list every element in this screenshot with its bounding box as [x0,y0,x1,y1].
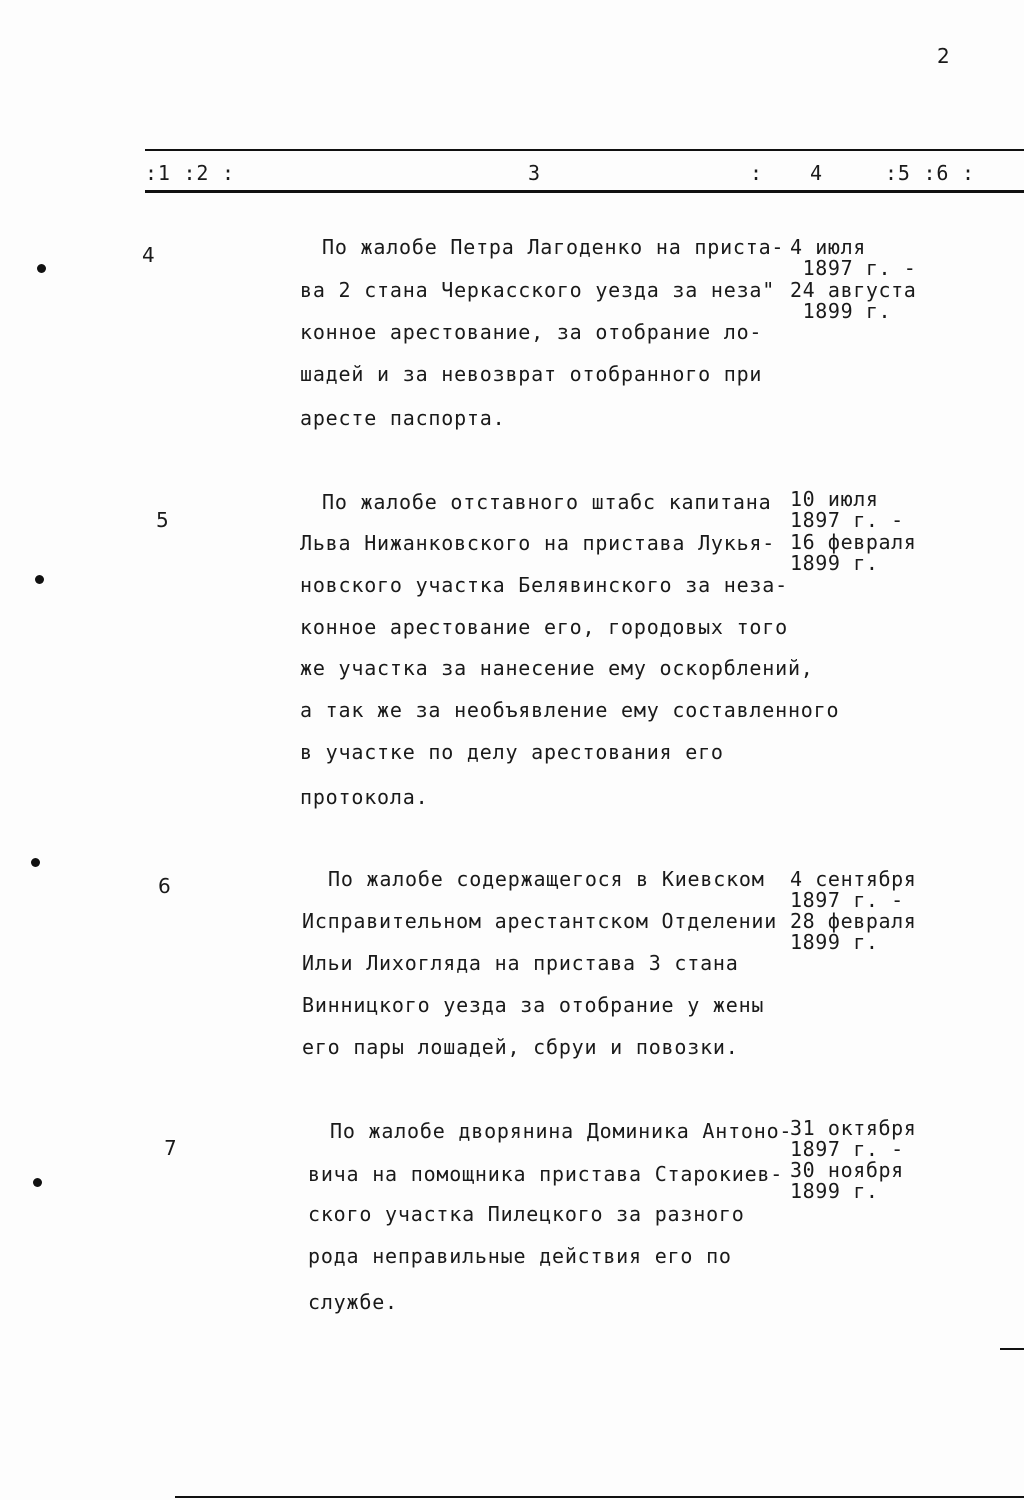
entry-text-line: Льва Нижанковского на пристава Лукья- [300,531,776,555]
page-number: 2 [937,44,950,68]
entry-date-line: 1899 г. [790,551,879,575]
header-column-label: 3 [528,161,541,185]
entry-date-line: 16 февраля [790,530,917,554]
entry-date-line: 31 октября [790,1116,917,1140]
entry-date-line: 1899 г. [790,299,892,323]
entry-date-line: 1899 г. [790,1179,879,1203]
punch-hole-mark [31,858,40,867]
entry-text-line: же участка за нанесение ему оскорблений, [300,656,814,680]
entry-text-line: Ильи Лихогляда на пристава 3 стана [302,951,739,975]
entry-text-line: аресте паспорта. [300,406,506,430]
header-column-label: : [750,161,763,185]
entry-text-line: новского участка Белявинского за неза- [300,573,788,597]
entry-text-line: По жалобе Петра Лагоденко на приста- [322,235,785,259]
entry-date-line: 1897 г. - [790,508,904,532]
entry-text-line: шадей и за невозврат отобранного при [300,362,763,386]
entry-date-line: 1897 г. - [790,1137,904,1161]
entry-text-line: протокола. [300,785,429,809]
entry-text-line: его пары лошадей, сбруи и повозки. [302,1035,739,1059]
entry-text-line: конное арестование его, городовых того [300,615,788,639]
entry-date-line: 1897 г. - [790,256,917,280]
header-column-label: :5 :6 : [885,161,975,185]
header-column-label: 4 [810,161,823,185]
punch-hole-mark [35,575,44,584]
entry-text-line: ского участка Пилецкого за разного [308,1202,745,1226]
entry-text-line: Винницкого уезда за отобрание у жены [302,993,765,1017]
entry-text-line: рода неправильные действия его по [308,1244,732,1268]
entry-text-line: конное арестование, за отобрание ло- [300,320,763,344]
punch-hole-mark [33,1178,42,1187]
entry-date-line: 4 июля [790,235,866,259]
entry-text-line: в участке по делу арестования его [300,740,724,764]
entry-text-line: вича на помощника пристава Старокиев- [308,1162,784,1186]
header-column-label: :1 :2 : [145,161,235,185]
entry-number: 7 [164,1136,177,1160]
entry-text-line: а так же за необъявление ему составленного [300,698,840,722]
entry-date-line: 1899 г. [790,930,879,954]
footer-rule [175,1496,1024,1498]
entry-date-line: 30 ноября [790,1158,904,1182]
entry-text-line: ва 2 стана Черкасского уезда за неза" [300,278,776,302]
entry-number: 5 [156,508,169,532]
entry-text-line: службе. [308,1290,398,1314]
entry-date-line: 4 сентября [790,867,917,891]
entry-date-line: 28 февраля [790,909,917,933]
entry-date-line: 1897 г. - [790,888,904,912]
entry-text-line: По жалобе отставного штабс капитана [322,490,772,514]
entry-date-line: 24 августа [790,278,917,302]
header-top-rule [145,149,1024,151]
header-bottom-rule [145,190,1024,193]
entry-number: 4 [142,243,155,267]
entry-text-line: По жалобе дворянина Доминика Антоно- [330,1119,793,1143]
margin-mark [1000,1348,1024,1350]
entry-text-line: Исправительном арестантском Отделении [302,909,778,933]
punch-hole-mark [37,264,46,273]
entry-number: 6 [158,874,171,898]
entry-text-line: По жалобе содержащегося в Киевском [328,867,765,891]
entry-date-line: 10 июля [790,487,879,511]
